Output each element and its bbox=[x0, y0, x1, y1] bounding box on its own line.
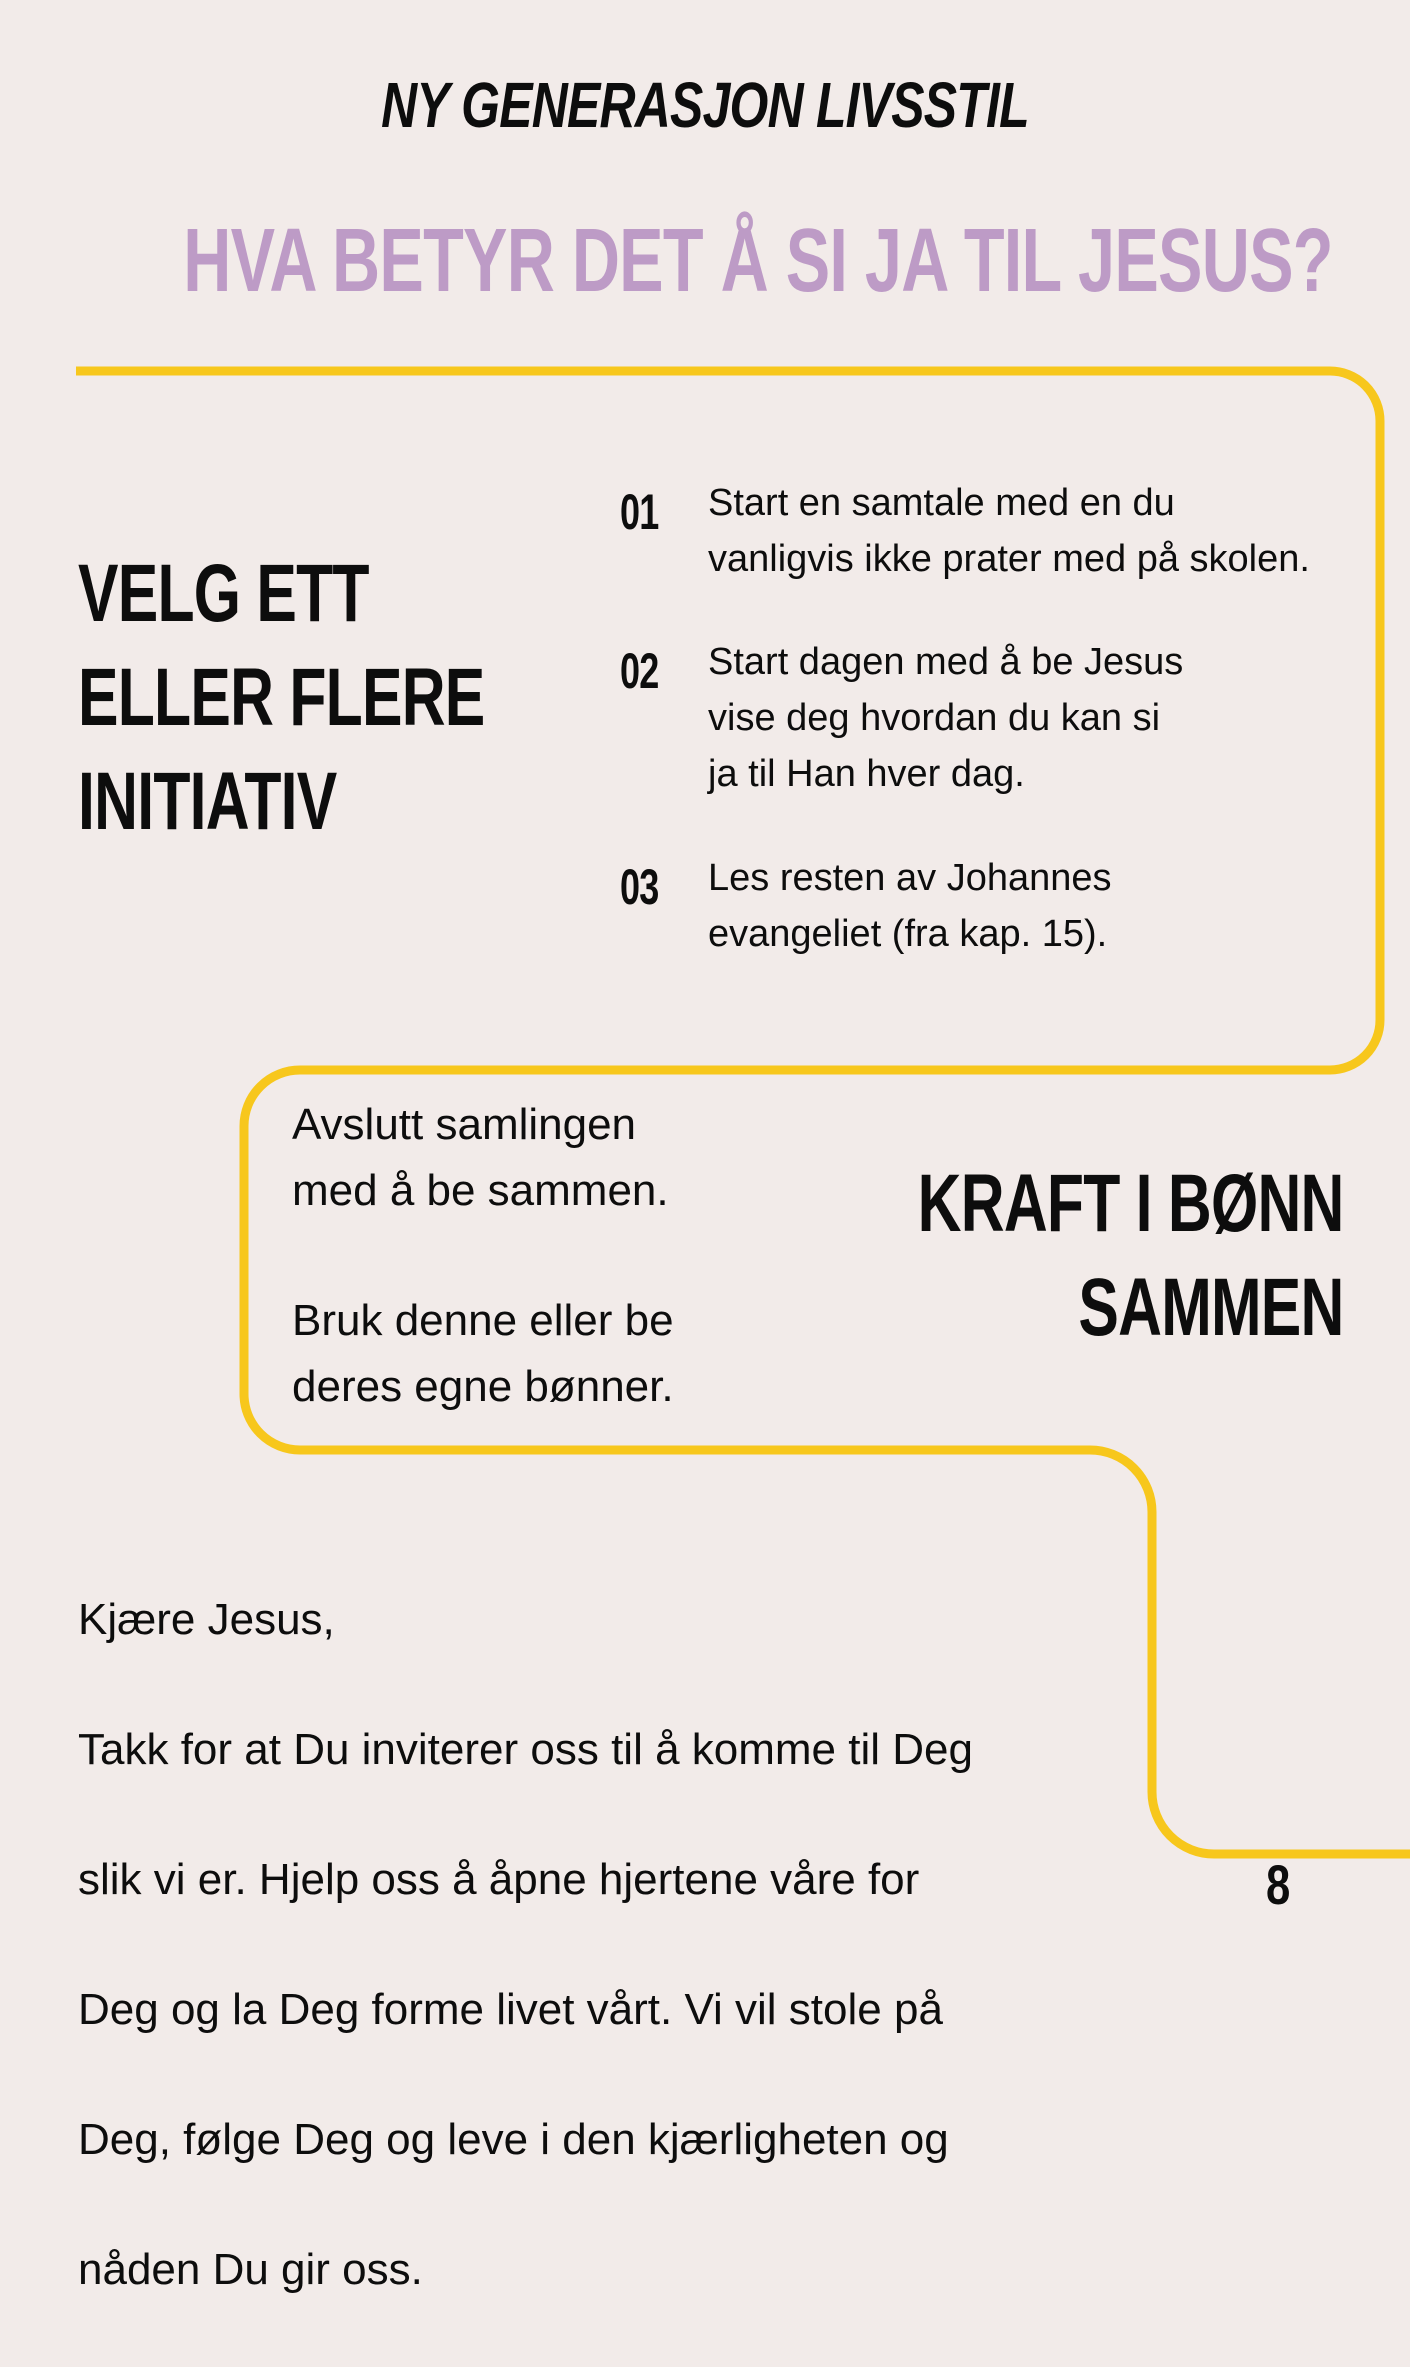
initiative-text bbox=[708, 475, 1368, 587]
prayer-intro-paragraph bbox=[292, 1092, 792, 1224]
prayer-intro-line: Bruk denne eller be bbox=[292, 1296, 674, 1345]
initiatives-heading bbox=[78, 542, 485, 854]
initiatives-heading-line: VELG ETT bbox=[78, 548, 369, 639]
initiative-text-line: Start en samtale med en du bbox=[708, 482, 1175, 524]
initiative-text-line: ja til Han hver dag. bbox=[708, 753, 1025, 795]
prayer-intro-paragraph bbox=[292, 1288, 792, 1420]
initiative-text-line: vanligvis ikke prater med på skolen. bbox=[708, 538, 1310, 580]
page-number: 8 bbox=[1266, 1853, 1291, 1916]
prayer-intro-line: deres egne bønner. bbox=[292, 1362, 674, 1411]
prayer-line: Takk for at Du inviterer oss til å komme til Deg bbox=[78, 1725, 973, 1774]
prayer-line: nåden Du gir oss. bbox=[78, 2245, 423, 2294]
prayer-text bbox=[78, 1522, 1058, 2367]
page-title: HVA BETYR DET Å SI JA TIL JESUS? bbox=[183, 211, 1333, 311]
prayer-heading bbox=[918, 1152, 1344, 1360]
prayer-intro bbox=[292, 1092, 792, 1484]
initiative-text bbox=[708, 850, 1368, 962]
initiative-text-line: Start dagen med å be Jesus bbox=[708, 641, 1184, 683]
prayer-line: Deg, følge Deg og leve i den kjærligheten og bbox=[78, 2115, 949, 2164]
prayer-heading-line: SAMMEN bbox=[1078, 1262, 1344, 1353]
initiative-number: 01 bbox=[620, 484, 659, 540]
initiative-text-line: vise deg hvordan du kan si bbox=[708, 697, 1161, 739]
prayer-heading-line: KRAFT I BØNN bbox=[918, 1158, 1344, 1249]
initiative-number: 02 bbox=[620, 643, 659, 699]
initiative-text-line: evangeliet (fra kap. 15). bbox=[708, 913, 1108, 955]
initiatives-heading-line: INITIATIV bbox=[78, 756, 337, 847]
initiative-text-line: Les resten av Johannes bbox=[708, 857, 1112, 899]
prayer-line: slik vi er. Hjelp oss å åpne hjertene våre for bbox=[78, 1855, 920, 1904]
initiative-number: 03 bbox=[620, 859, 659, 915]
prayer-intro-line: med å be sammen. bbox=[292, 1166, 669, 1215]
initiative-text bbox=[708, 634, 1368, 802]
prayer-line: Deg og la Deg forme livet vårt. Vi vil stole på bbox=[78, 1985, 943, 2034]
prayer-intro-line: Avslutt samlingen bbox=[292, 1100, 637, 1149]
initiatives-heading-line: ELLER FLERE bbox=[78, 652, 485, 743]
prayer-line: Kjære Jesus, bbox=[78, 1595, 335, 1644]
series-title: NY GENERASJON LIVSSTIL bbox=[381, 69, 1029, 141]
